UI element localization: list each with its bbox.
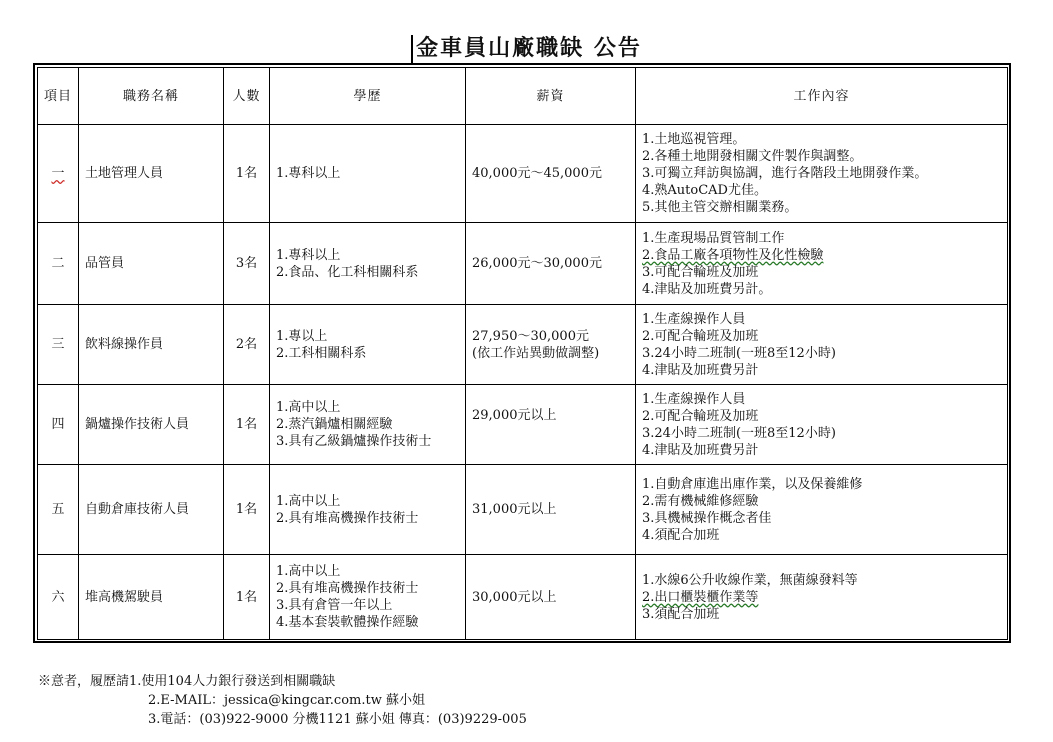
page-title — [0, 30, 1053, 66]
row-salary: 40,000元～45,000元 — [466, 125, 636, 223]
table-row — [38, 125, 1008, 223]
row-salary: 30,000元以上 — [466, 555, 636, 640]
row-item: 四 — [38, 385, 79, 465]
row-count: 1名 — [224, 125, 270, 223]
note-line-1: ※意者，履歷請1.使用104人力銀行發送到相關職缺 — [38, 674, 336, 689]
row-job-name: 自動倉庫技術人員 — [79, 465, 224, 555]
table-row — [38, 223, 1008, 305]
row-content: 1.生產現場品質管制工作 2.食品工廠各項物性及化性檢驗 3.可配合輪班及加班 4.津貼及加班費另計。 — [636, 223, 1008, 305]
row-item: 三 — [38, 305, 79, 385]
row-salary: 31,000元以上 — [466, 465, 636, 555]
note-line-3: 3.電話：(03)922-9000 分機1121 蘇小姐 傳真：(03)9229-005 — [148, 712, 527, 727]
header-item: 項目 — [38, 68, 79, 125]
table-row — [38, 555, 1008, 640]
row-count: 1名 — [224, 385, 270, 465]
row-item: 五 — [38, 465, 79, 555]
note-line-2: 2.E-MAIL：jessica@kingcar.com.tw 蘇小姐 — [148, 693, 425, 708]
header-job-name: 職務名稱 — [79, 68, 224, 125]
row-count: 1名 — [224, 465, 270, 555]
row-job-name: 品管員 — [79, 223, 224, 305]
row-item: 二 — [38, 223, 79, 305]
row-education: 1.高中以上 2.具有堆高機操作技術士 3.具有倉管一年以上 4.基本套裝軟體操作經驗 — [270, 555, 466, 640]
row-content: 1.水線6公升收線作業，無菌線發料等 2.出口櫃裝櫃作業等 3.須配合加班 — [636, 555, 1008, 640]
job-table — [37, 67, 1008, 640]
row-content: 1.生產線操作人員 2.可配合輪班及加班 3.24小時二班制(一班8至12小時) 4.津貼及加班費另計 — [636, 305, 1008, 385]
row-count: 3名 — [224, 223, 270, 305]
row-job-name: 鍋爐操作技術人員 — [79, 385, 224, 465]
header-count: 人數 — [224, 68, 270, 125]
header-education: 學歷 — [270, 68, 466, 125]
row-education: 1.高中以上 2.蒸汽鍋爐相關經驗 3.具有乙級鍋爐操作技術士 — [270, 385, 466, 465]
row-education: 1.專科以上 — [270, 125, 466, 223]
table-header-row — [38, 68, 1008, 125]
title-text: 金車員山廠職缺 公告 — [416, 35, 642, 61]
row-education: 1.專以上 2.工科相關科系 — [270, 305, 466, 385]
row-salary: 29,000元以上 — [466, 385, 636, 465]
table-row — [38, 305, 1008, 385]
header-salary: 薪資 — [466, 68, 636, 125]
table-row — [38, 465, 1008, 555]
row-content: 1.自動倉庫進出庫作業，以及保養維修 2.需有機械維修經驗 3.具機械操作概念者佳 4.須配合加班 — [636, 465, 1008, 555]
text-cursor — [411, 35, 413, 63]
row-item: 一 — [38, 125, 79, 223]
table-row — [38, 385, 1008, 465]
row-salary: 27,950～30,000元 (依工作站異動做調整) — [466, 305, 636, 385]
row-job-name: 土地管理人員 — [79, 125, 224, 223]
row-education: 1.專科以上 2.食品、化工科相關科系 — [270, 223, 466, 305]
row-education: 1.高中以上 2.具有堆高機操作技術士 — [270, 465, 466, 555]
row-count: 1名 — [224, 555, 270, 640]
row-content: 1.土地巡視管理。 2.各種土地開發相關文件製作與調整。 3.可獨立拜訪與協調，進行各階段土地開發作業。 4.熟AutoCAD尤佳。 5.其他主管交辦相關業務。 — [636, 125, 1008, 223]
row-item: 六 — [38, 555, 79, 640]
row-job-name: 堆高機駕駛員 — [79, 555, 224, 640]
row-job-name: 飲料線操作員 — [79, 305, 224, 385]
row-count: 2名 — [224, 305, 270, 385]
contact-note — [38, 672, 527, 729]
row-salary: 26,000元～30,000元 — [466, 223, 636, 305]
header-content: 工作內容 — [636, 68, 1008, 125]
row-content: 1.生產線操作人員 2.可配合輪班及加班 3.24小時二班制(一班8至12小時) 4.津貼及加班費另計 — [636, 385, 1008, 465]
